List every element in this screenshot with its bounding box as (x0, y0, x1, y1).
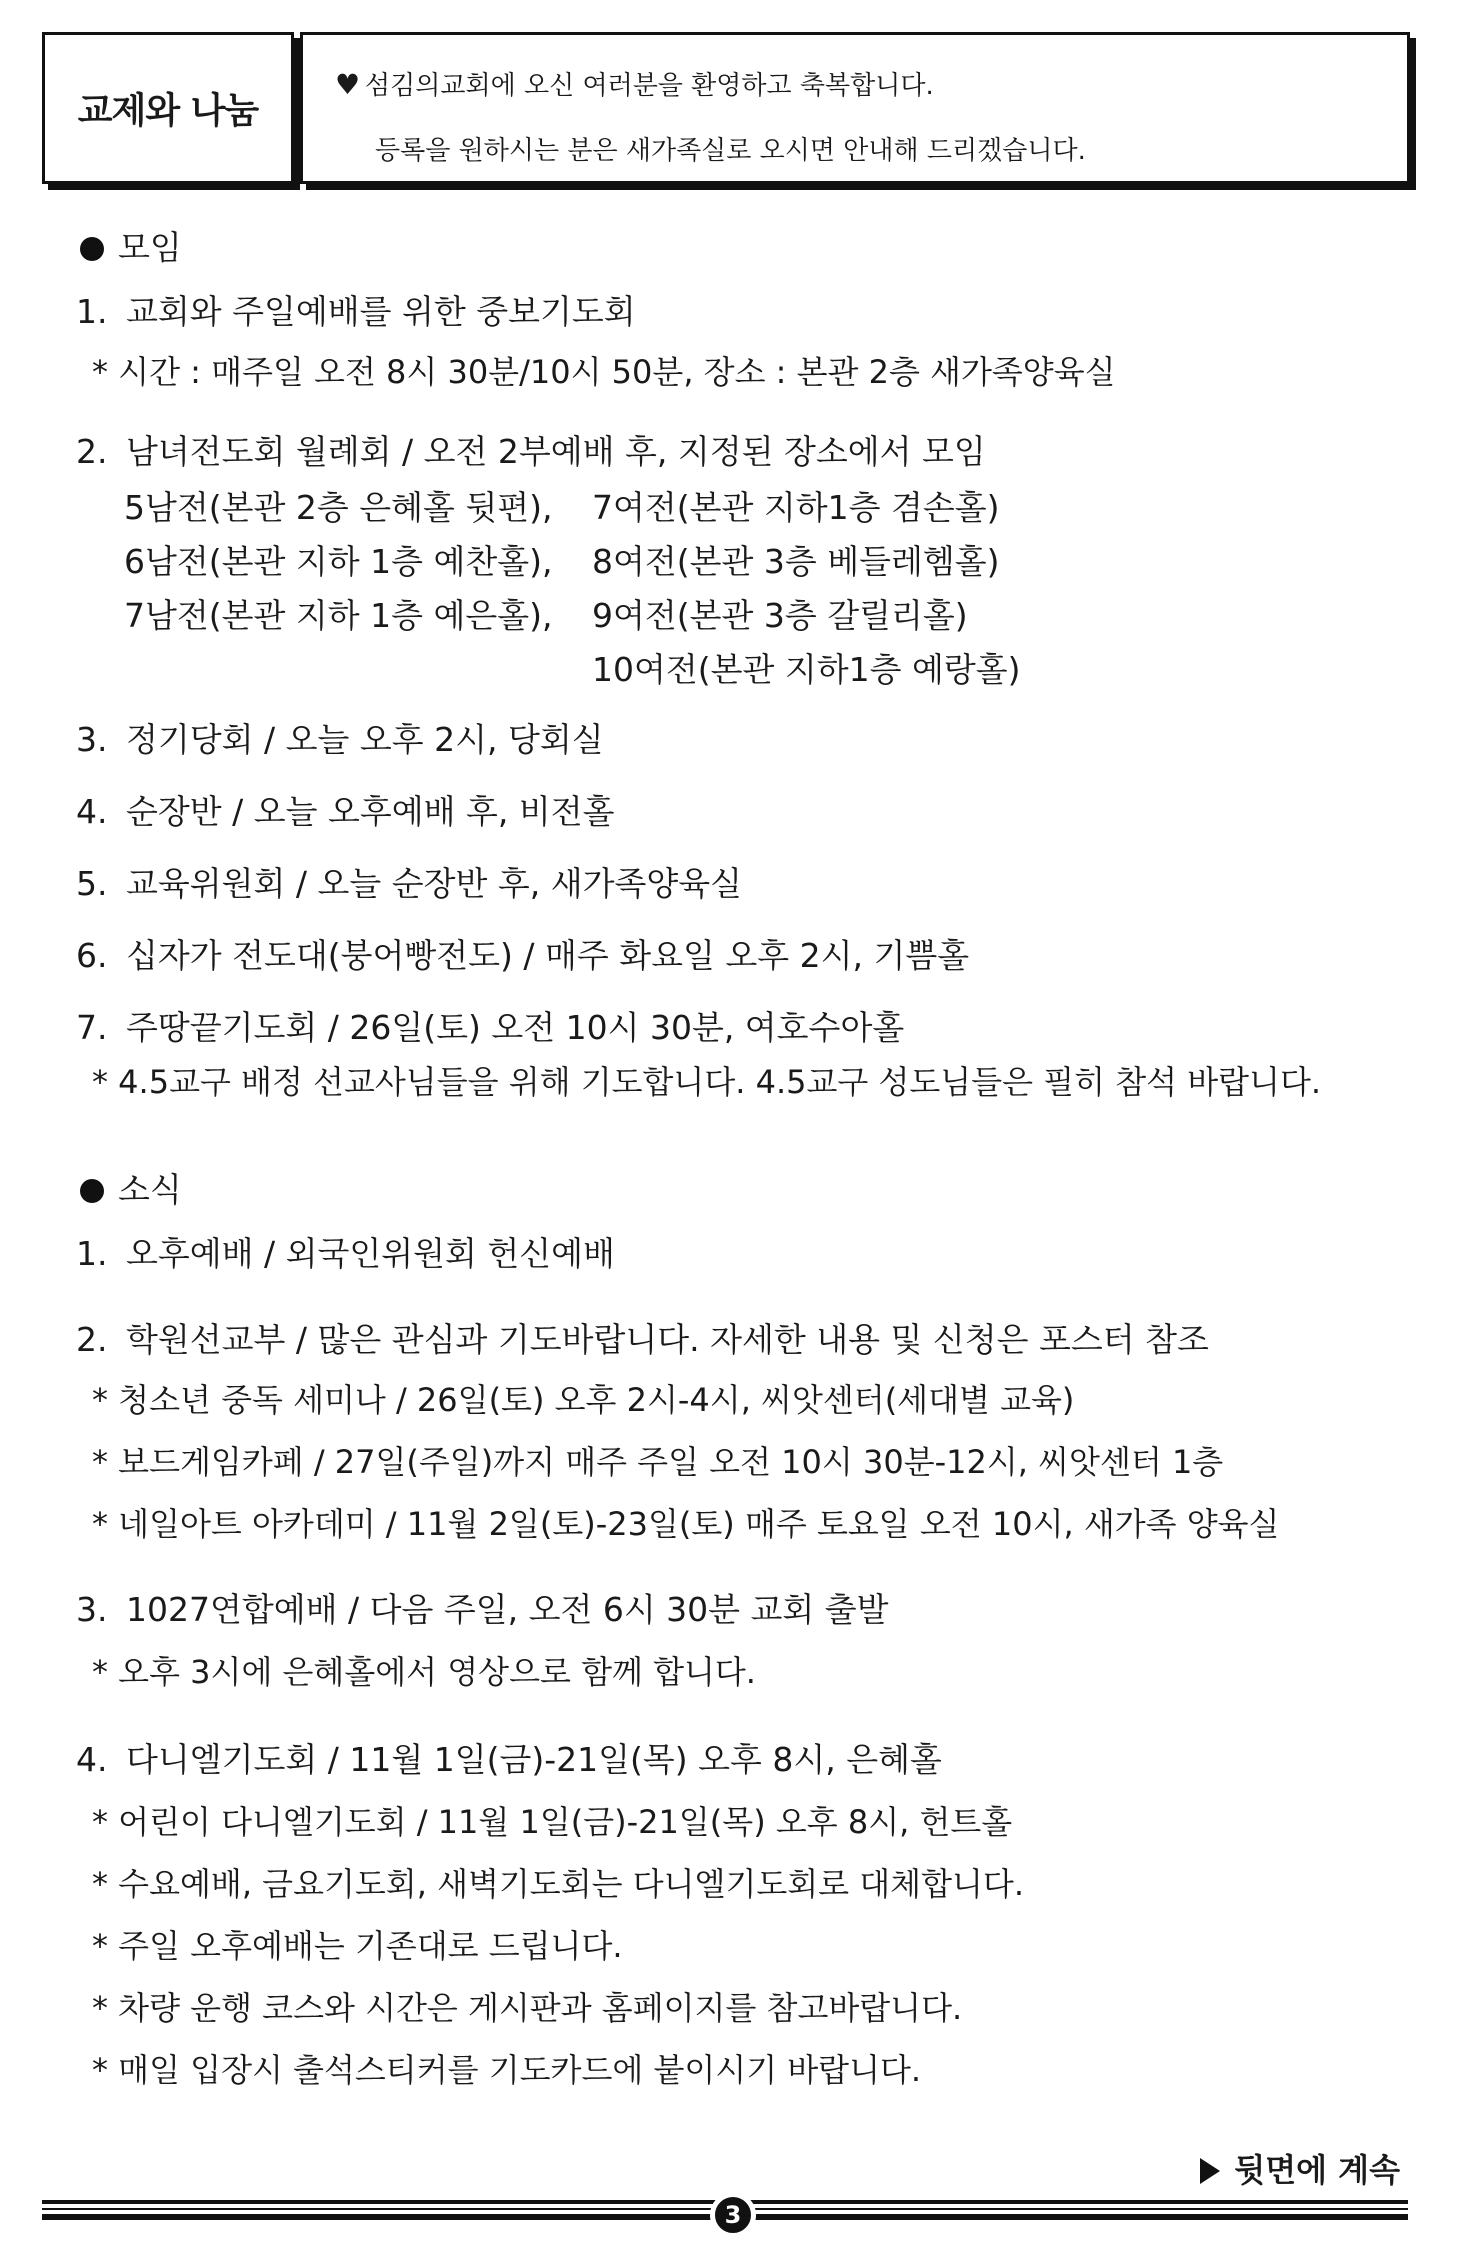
continue-note (1200, 2145, 1400, 2191)
meeting-item-7-note: * 4.5교구 배정 선교사님들을 위해 기도합니다. 4.5교구 성도님들은 필히 참석 바랍니다. (92, 1063, 1322, 1101)
item-text: 학원선교부 / 많은 관심과 기도바랍니다. 자세한 내용 및 신청은 포스터 참조 (126, 1320, 1209, 1359)
continue-text: 뒷면에 계속 (1234, 2151, 1400, 2189)
mens-group-3: 7남전(본관 지하 1층 예은홀), (124, 596, 553, 635)
item-number: 4. (76, 1740, 108, 1779)
item-number: 2. (76, 1320, 108, 1359)
item-number: 3. (76, 1590, 108, 1629)
meeting-item-1 (76, 292, 636, 332)
meetings-heading (80, 228, 182, 268)
meeting-item-6 (76, 936, 969, 976)
news-item-2-note-3: * 네일아트 아카데미 / 11월 2일(토)-23일(토) 매주 토요일 오전 10시, 새가족 양육실 (92, 1505, 1280, 1543)
item-number: 6. (76, 936, 108, 975)
news-heading (80, 1170, 182, 1210)
item-text: 교육위원회 / 오늘 순장반 후, 새가족양육실 (126, 864, 742, 903)
news-item-4-note-5: * 매일 입장시 출석스티커를 기도카드에 붙이시기 바랍니다. (92, 2051, 922, 2089)
meetings-title: 모임 (118, 228, 182, 267)
play-arrow-icon (1200, 2158, 1220, 2184)
news-item-2-note-1: * 청소년 중독 세미나 / 26일(토) 오후 2시-4시, 씨앗센터(세대별 교육) (92, 1381, 1075, 1419)
page-title: 교제와 나눔 (77, 90, 259, 132)
item-number: 5. (76, 864, 108, 903)
womens-group-4: 10여전(본관 지하1층 예랑홀) (592, 650, 1021, 689)
item-text: 주땅끝기도회 / 26일(토) 오전 10시 30분, 여호수아홀 (126, 1008, 905, 1047)
item-text: 교회와 주일예배를 위한 중보기도회 (126, 292, 636, 331)
meeting-item-4 (76, 792, 614, 832)
mens-group-2: 6남전(본관 지하 1층 예찬홀), (124, 542, 553, 581)
item-text: 남녀전도회 월례회 / 오전 2부예배 후, 지정된 장소에서 모임 (126, 432, 986, 471)
item-text: 다니엘기도회 / 11월 1일(금)-21일(목) 오후 8시, 은혜홀 (126, 1740, 942, 1779)
item-text: 십자가 전도대(붕어빵전도) / 매주 화요일 오후 2시, 기쁨홀 (126, 936, 970, 975)
news-item-2-note-2: * 보드게임카페 / 27일(주일)까지 매주 주일 오전 10시 30분-12시, 씨앗센터 1층 (92, 1443, 1224, 1481)
meeting-item-1-note: * 시간 : 매주일 오전 8시 30분/10시 50분, 장소 : 본관 2층 새가족양육실 (92, 353, 1116, 391)
welcome-line-1 (335, 65, 934, 102)
item-number: 2. (76, 432, 108, 471)
meeting-item-3 (76, 720, 604, 760)
news-item-4-note-1: * 어린이 다니엘기도회 / 11월 1일(금)-21일(목) 오후 8시, 헌트홀 (92, 1803, 1013, 1841)
item-text: 오후예배 / 외국인위원회 헌신예배 (126, 1234, 615, 1273)
section-title-box (42, 32, 294, 184)
welcome-text-1: 섬김의교회에 오신 여러분을 환영하고 축복합니다. (365, 71, 934, 101)
womens-group-2: 8여전(본관 3층 베들레헴홀) (592, 542, 1000, 581)
news-item-4 (76, 1740, 942, 1780)
news-item-1 (76, 1234, 615, 1274)
news-item-3 (76, 1590, 889, 1630)
news-item-4-note-3: * 주일 오후예배는 기존대로 드립니다. (92, 1927, 623, 1965)
item-number: 7. (76, 1008, 108, 1047)
item-number: 1. (76, 292, 108, 331)
meeting-item-5 (76, 864, 742, 904)
news-item-4-note-4: * 차량 운행 코스와 시간은 게시판과 홈페이지를 참고바랍니다. (92, 1989, 963, 2027)
item-text: 1027연합예배 / 다음 주일, 오전 6시 30분 교회 출발 (126, 1590, 889, 1629)
womens-group-1: 7여전(본관 지하1층 겸손홀) (592, 488, 1000, 527)
item-number: 3. (76, 720, 108, 759)
womens-group-3: 9여전(본관 3층 갈릴리홀) (592, 596, 968, 635)
welcome-box (300, 32, 1410, 184)
meeting-item-7 (76, 1008, 904, 1048)
page-number: 3 (710, 2192, 756, 2238)
bullet-icon (80, 237, 104, 261)
news-item-4-note-2: * 수요예배, 금요기도회, 새벽기도회는 다니엘기도회로 대체합니다. (92, 1865, 1025, 1903)
mens-group-1: 5남전(본관 2층 은혜홀 뒷편), (124, 488, 553, 527)
item-text: 순장반 / 오늘 오후예배 후, 비전홀 (126, 792, 615, 831)
meeting-item-2 (76, 432, 986, 472)
item-text: 정기당회 / 오늘 오후 2시, 당회실 (126, 720, 604, 759)
news-item-2 (76, 1320, 1209, 1360)
news-item-3-note: * 오후 3시에 은혜홀에서 영상으로 함께 합니다. (92, 1653, 756, 1691)
item-number: 1. (76, 1234, 108, 1273)
item-number: 4. (76, 792, 108, 831)
bullet-icon (80, 1179, 104, 1203)
welcome-line-2: 등록을 원하시는 분은 새가족실로 오시면 안내해 드리겠습니다. (375, 136, 1086, 166)
news-title: 소식 (118, 1170, 182, 1209)
heart-icon: ♥ (335, 68, 361, 101)
